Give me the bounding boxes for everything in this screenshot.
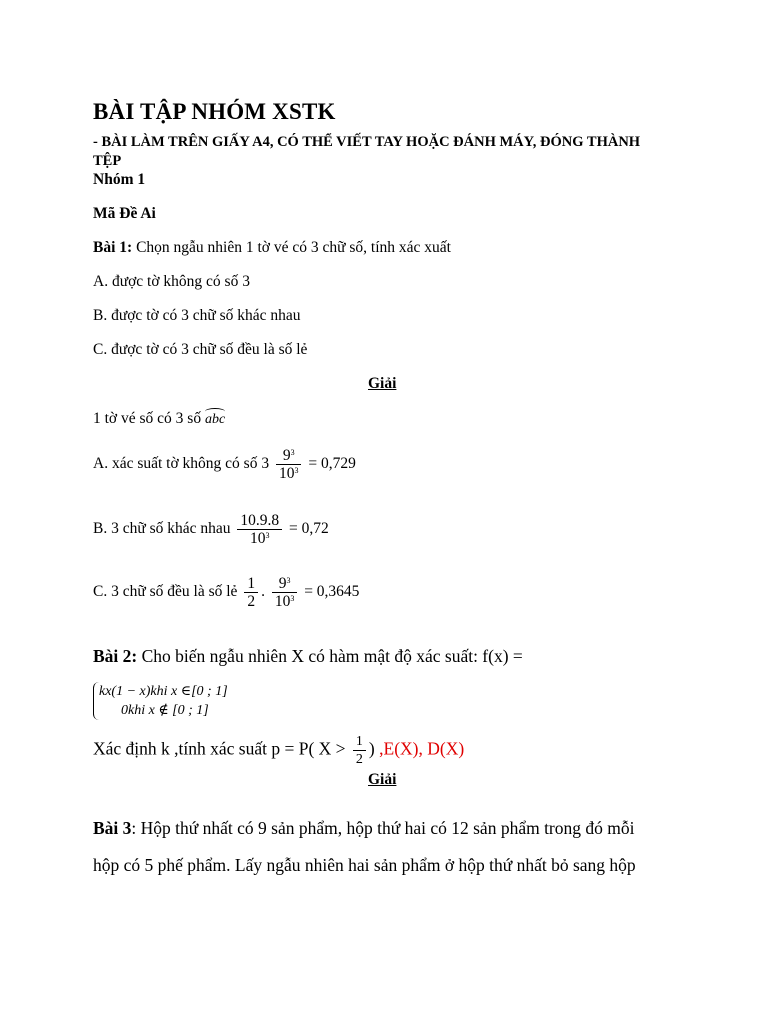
bai1-option-a: A. được tờ không có số 3 (93, 273, 250, 290)
bai3-line-2: hộp có 5 phế phẩm. Lấy ngẫu nhiên hai sản phẩm ở hộp thứ nhất bỏ sang hộp (93, 855, 636, 875)
instructions: - BÀI LÀM TRÊN GIẤY A4, CÓ THỂ VIẾT TAY HOẶC ĐÁNH MÁY, ĐÓNG THÀNH TỆP (93, 134, 641, 169)
fraction-numerator: 10.9.8 (240, 512, 280, 529)
case-line-2: 0khi x ∉ [0 ; 1] (121, 703, 209, 718)
exponent: 3 (286, 576, 291, 585)
answer-b-result: = 0,72 (289, 520, 329, 538)
bai1-option-c: C. được tờ có 3 chữ số đều là số lẻ (93, 341, 308, 358)
task-highlight: ,E(X), D(X) (374, 738, 465, 759)
answer-a-text: A. xác suất tờ không có số 3 (93, 455, 270, 473)
abc-arc-symbol: abc (205, 408, 225, 428)
answer-a-fraction (276, 448, 302, 481)
bai1-question (93, 239, 451, 257)
bai1-text: Chọn ngẫu nhiên 1 tờ vé có 3 chữ số, tính xác xuất (132, 239, 451, 256)
bai1-label: Bài 1: (93, 239, 133, 256)
exponent: 3 (290, 448, 295, 457)
page-title: BÀI TẬP NHÓM XSTK (93, 99, 336, 124)
task-suffix: ) (368, 738, 375, 759)
bai1-answer-a (93, 448, 356, 481)
exponent: 3 (290, 594, 295, 603)
bai1-answer-c (93, 576, 359, 609)
exponent: 3 (294, 466, 299, 475)
fraction-denominator: 10 (250, 530, 266, 547)
fraction-denominator: 2 (247, 593, 256, 610)
bai3-text-1: : Hộp thứ nhất có 9 sản phẩm, hộp thứ hai có 12 sản phẩm trong đó mỗi (131, 818, 635, 838)
case-line-1: kx(1 − x)khi x ∈[0 ; 1] (99, 684, 228, 699)
answer-a-result: = 0,729 (308, 455, 356, 473)
bai1-intro (93, 408, 225, 428)
bai1-solution-heading: Giải (368, 375, 397, 392)
bai1-option-b: B. được tờ có 3 chữ số khác nhau (93, 307, 301, 324)
answer-c-text: C. 3 chữ số đều là số lẻ (93, 583, 238, 601)
answer-c-fraction-1 (244, 576, 258, 609)
exam-code: Mã Đề Ai (93, 205, 156, 222)
fraction-numerator: 1 (355, 734, 363, 749)
bai2-solution-heading: Giải (368, 771, 397, 788)
fraction-numerator: 9 (278, 575, 287, 592)
bai1-answer-b (93, 513, 329, 546)
fraction-numerator: 9 (282, 447, 291, 464)
answer-c-fraction-2 (272, 576, 298, 609)
answer-b-text: B. 3 chữ số khác nhau (93, 520, 231, 538)
answer-b-fraction (237, 513, 282, 546)
exponent: 3 (265, 531, 270, 540)
half-fraction (353, 734, 366, 767)
answer-c-result: = 0,3645 (304, 583, 360, 601)
bai2-text: Cho biến ngẫu nhiên X có hàm mật độ xác suất: f(x) = (137, 646, 523, 666)
fraction-denominator: 2 (355, 752, 363, 767)
bai3-label: Bài 3 (93, 818, 132, 838)
fraction-denominator: 10 (274, 593, 291, 610)
fraction-denominator: 10 (278, 465, 295, 482)
bai3-line-1 (93, 818, 635, 839)
fraction-numerator: 1 (247, 575, 256, 592)
bai1-intro-text: 1 tờ vé số có 3 số (93, 410, 205, 427)
bai2-label: Bài 2: (93, 646, 138, 666)
group-label: Nhóm 1 (93, 171, 146, 188)
bai2-task (93, 734, 464, 767)
task-prefix: Xác định k ,tính xác suất p = P( X > (93, 738, 346, 759)
multiply-dot: . (261, 583, 265, 601)
bai2-question (93, 646, 523, 667)
